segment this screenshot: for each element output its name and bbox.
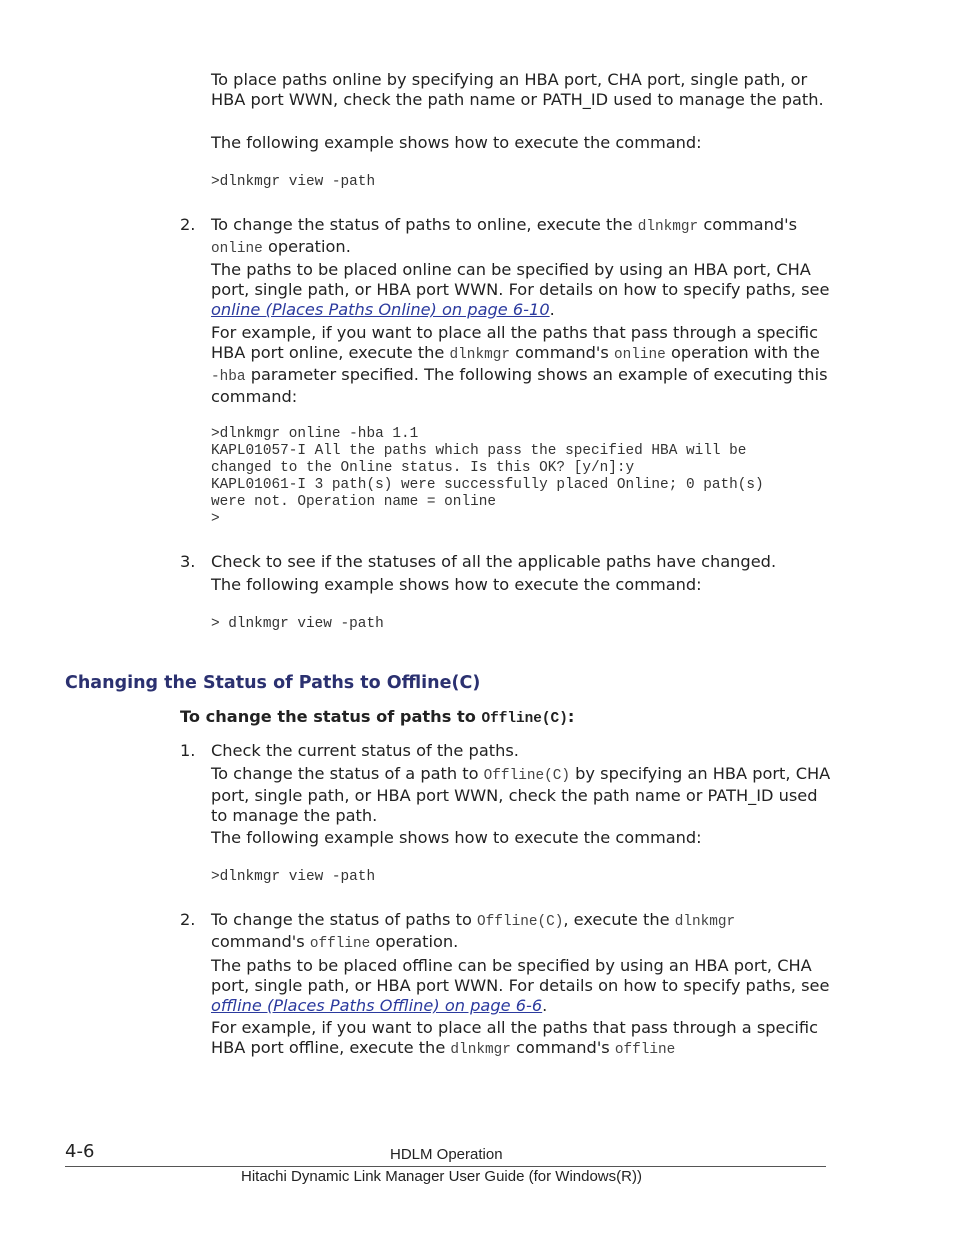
online-example-paragraph: For example, if you want to place all the paths that pass through a specific HBA port online, execute the dlnkmgr command's online operation with the -hba parameter specified. The following shows an example of executing this command: (211, 323, 828, 406)
intro-paragraph: To place paths online by specifying an HBA port, CHA port, single path, or HBA port WWN, check the path name or PATH_ID used to manage the path. (211, 70, 824, 109)
online-reference-link[interactable]: online (Places Paths Online) on page 6-10 (211, 300, 550, 319)
procedure-lead: To change the status of paths to Offline(C): (180, 707, 575, 727)
code-block-view-path: > dlnkmgr view -path (211, 616, 384, 632)
section-heading: Changing the Status of Paths to Offline(C) (65, 673, 481, 693)
footer-section-title: HDLM Operation (390, 1146, 503, 1163)
footer-book-title: Hitachi Dynamic Link Manager User Guide (for Windows(R)) (241, 1168, 642, 1185)
example-lead: The following example shows how to execute the command: (211, 133, 702, 152)
page-number: 4-6 (65, 1141, 95, 1162)
code-block-view-path: >dlnkmgr view -path (211, 869, 376, 885)
offline-spec-paragraph: The paths to be placed offline can be specified by using an HBA port, CHA port, single path, or HBA port WWN. For details on how to specify paths, see offline (Places Paths Offline) on page 6-6. (211, 956, 830, 1015)
offline-reference-link[interactable]: offline (Places Paths Offline) on page 6-6 (211, 996, 543, 1015)
step-text: Check to see if the statuses of all the applicable paths have changed. (211, 552, 777, 571)
step-number: 3. (180, 552, 196, 571)
footer-divider (65, 1166, 826, 1167)
step-text: Check the current status of the paths. (211, 741, 519, 760)
offline-example-paragraph: For example, if you want to place all the paths that pass through a specific HBA port offline, execute the dlnkmgr command's offline (211, 1018, 818, 1058)
step-number: 2. (180, 910, 196, 929)
example-lead: The following example shows how to execute the command: (211, 828, 702, 847)
step-number: 1. (180, 741, 196, 760)
step-number: 2. (180, 215, 196, 234)
code-block-view-path: >dlnkmgr view -path (211, 174, 376, 190)
online-spec-paragraph: The paths to be placed online can be specified by using an HBA port, CHA port, single path, or HBA port WWN. For details on how to specify paths, see online (Places Paths Online) on page 6-10. (211, 260, 830, 319)
offline-intro-paragraph: To change the status of a path to Offline(C) by specifying an HBA port, CHA port, single path, or HBA port WWN, check the path name or PATH_ID used to manage the path. (211, 764, 831, 825)
step-text: To change the status of paths to online, execute the dlnkmgr command's online operation. (211, 215, 798, 257)
step-text: To change the status of paths to Offline(C), execute the dlnkmgr command's offline operation. (211, 910, 736, 952)
example-lead: The following example shows how to execute the command: (211, 575, 702, 594)
code-block-online: >dlnkmgr online -hba 1.1 KAPL01057-I All the paths which pass the specified HBA will be changed to the Online status. Is this OK? [y/n]:y KAPL01061-I 3 path(s) were successfully placed Online; 0 path(s) were not. Operation name = online > (211, 426, 764, 527)
